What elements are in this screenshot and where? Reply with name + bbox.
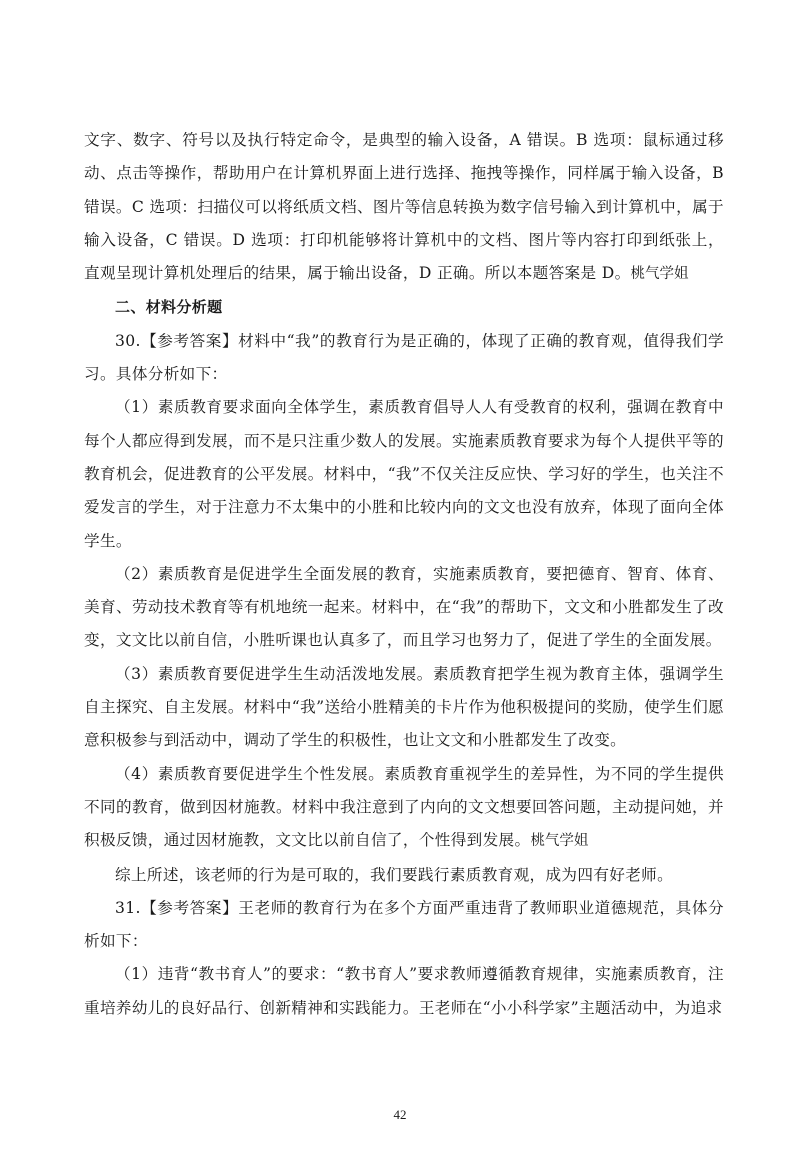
section-heading: 二、材料分析题: [115, 298, 223, 317]
watermark-tag: 桃气学姐: [530, 833, 589, 850]
answer-30-summary: 综上所述，该老师的行为是可取的，我们要践行素质教育观，成为四有好老师。: [115, 865, 674, 884]
answer-30-point-3: （3）素质教育要促进学生生动活泼地发展。素质教育把学生视为教育主体，强调学生自主探究、自主发展。材料中“我”送给小胜精美的卡片作为他积极提问的奖励，使学生们愿意积极参与到活动中，调动了学生的积极性，也让文文和小胜都发生了改变。: [84, 664, 724, 750]
page-number: 42: [393, 1107, 407, 1122]
paragraph-continuation: [84, 124, 724, 291]
answer-31-point-1: （1）违背“教书育人”的要求：“教书育人”要求教师遵循教育规律，实施素质教育，注重培养幼儿的良好品行、创新精神和实践能力。王老师在“小小科学家”主题活动中，为追求: [84, 965, 724, 1017]
answer-30-point-1: （1）素质教育要求面向全体学生，素质教育倡导人人有受教育的权利，强调在教育中每个人都应得到发展，而不是只注重少数人的发展。实施素质教育要求为每个人提供平等的教育机会，促进教育的公平发展。材料中，“我”不仅关注反应快、学习好的学生，也关注不爱发言的学生，对于注意力不太集中的小胜和比较内向的文文也没有放弃，体现了面向全体学生。: [84, 398, 724, 550]
page-content: [84, 124, 724, 1025]
paragraph-text: 文字、数字、符号以及执行特定命令，是典型的输入设备，A 错误。B 选项：鼠标通过移动、点击等操作，帮助用户在计算机界面上进行选择、拖拽等操作，同样属于输入设备，B 错误。C 选项：扫描仪可以将纸质文档、图片等信息转换为数字信号输入到计算机中，属于输入设备，C 错误。D 选项：打印机能够将计算机中的文档、图片等内容打印到纸张上，直观呈现计算机处理后的结果，属于输出设备，D 正确。所以本题答案是 D。: [84, 131, 724, 283]
answer-31-intro: 31.【参考答案】王老师的教育行为在多个方面严重违背了教师职业道德规范，具体分析如下：: [84, 898, 724, 951]
watermark-tag: 桃气学姐: [630, 266, 689, 283]
answer-30-point-2: （2）素质教育是促进学生全面发展的教育，实施素质教育，要把德育、智育、体育、美育、劳动技术教育等有机地统一起来。材料中，在“我”的帮助下，文文和小胜都发生了改变，文文比以前自信，小胜听课也认真多了，而且学习也努力了，促进了学生的全面发展。: [84, 564, 724, 650]
paragraph-text: （4）素质教育要促进学生个性发展。素质教育重视学生的差异性，为不同的学生提供不同的教育，做到因材施教。材料中我注意到了内向的文文想要回答问题，主动提问她，并积极反馈，通过因材施教，文文比以前自信了，个性得到发展。: [84, 764, 724, 850]
answer-30-point-4: [84, 758, 724, 859]
answer-30-intro: 30.【参考答案】材料中“我”的教育行为是正确的，体现了正确的教育观，值得我们学习。具体分析如下：: [84, 331, 724, 384]
